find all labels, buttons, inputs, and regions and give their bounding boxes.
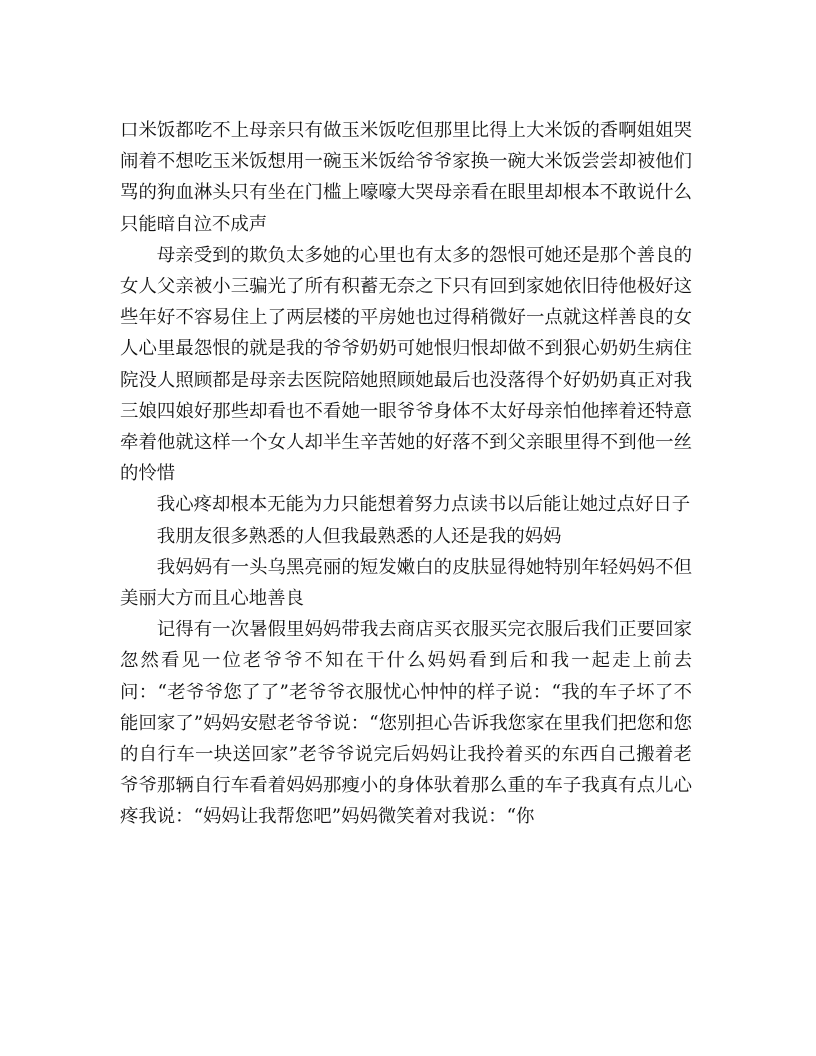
paragraph-mother-appearance: 我妈妈有一头乌黑亮丽的短发嫩白的皮肤显得她特别年轻妈妈不但美丽大方而且心地善良 bbox=[120, 556, 692, 610]
paragraph-heartache: 我心疼却根本无能为力只能想着努力点读书以后能让她过点好日子 bbox=[156, 494, 691, 516]
document-body bbox=[120, 115, 692, 833]
paragraph-most-familiar: 我朋友很多熟悉的人但我最熟悉的人还是我的妈妈 bbox=[156, 525, 562, 547]
paragraph-continuation: 口米饭都吃不上母亲只有做玉米饭吃但那里比得上大米饭的香啊姐姐哭闹着不想吃玉米饭想用一碗玉米饭给爷爷家换一碗大米饭尝尝却被他们骂的狗血淋头只有坐在门槛上嚎嚎大哭母亲看在眼里却根本不敢说什么只能暗自泣不成声 bbox=[120, 120, 692, 235]
paragraph-summer-story: 记得有一次暑假里妈妈带我去商店买衣服买完衣服后我们正要回家忽然看见一位老爷爷不知在干什么妈妈看到后和我一起走上前去问：“老爷爷您了了”老爷爷衣服忧心忡忡的样子说：“我的车子坏了不能回家了”妈妈安慰老爷爷说：“您别担心告诉我您家在里我们把您和您的自行车一块送回家”老爷爷说完后妈妈让我拎着买的东西自己搬着老爷爷那辆自行车看着妈妈那瘦小的身体驮着那么重的车子我真有点儿心疼我说：“妈妈让我帮您吧”妈妈微笑着对我说：“你 bbox=[120, 619, 692, 828]
paragraph-mother-suffering: 母亲受到的欺负太多她的心里也有太多的怨恨可她还是那个善良的女人父亲被小三骗光了所有积蓄无奈之下只有回到家她依旧待他极好这些年好不容易住上了两层楼的平房她也过得稍微好一点就这样善良的女人心里最怨恨的就是我的爷爷奶奶可她恨归恨却做不到狠心奶奶生病住院没人照顾都是母亲去医院陪她照顾她最后也没落得个好奶奶真正对我三娘四娘好那些却看也不看她一眼爷爷身体不太好母亲怕他摔着还特意牵着他就这样一个女人却半生辛苦她的好落不到父亲眼里得不到他一丝的怜惜 bbox=[120, 244, 692, 485]
